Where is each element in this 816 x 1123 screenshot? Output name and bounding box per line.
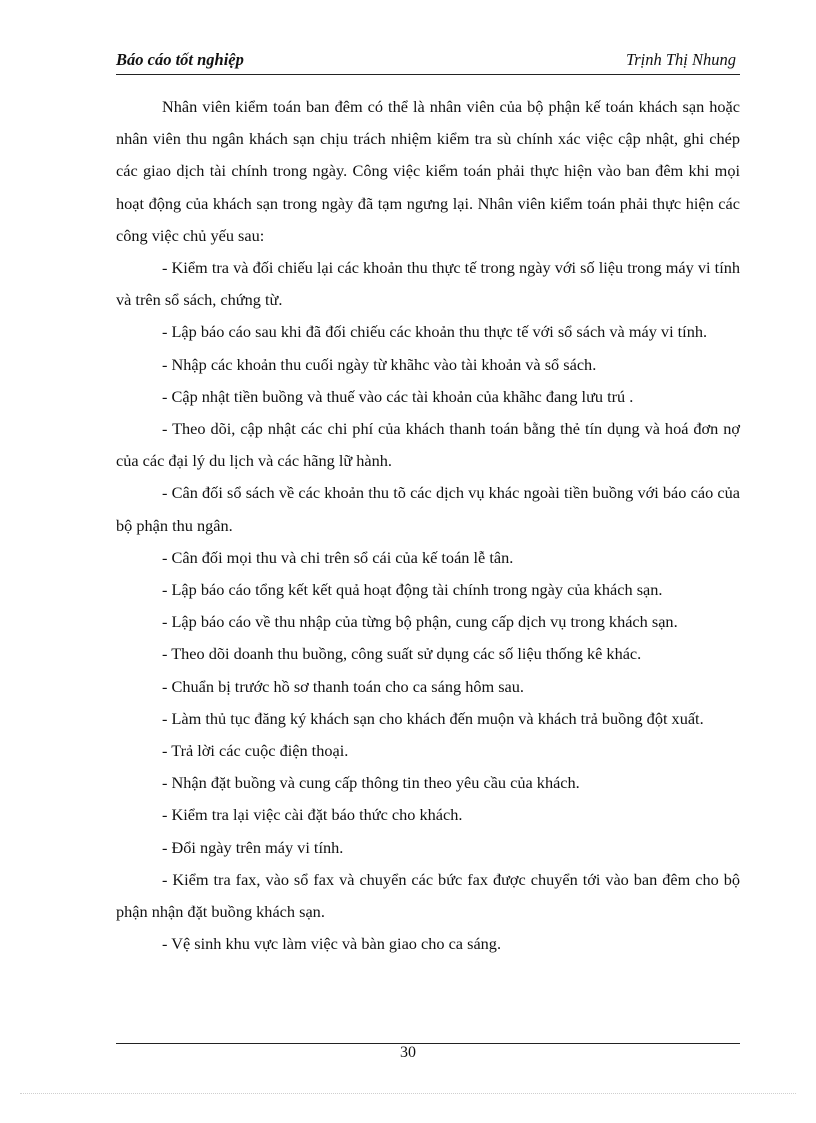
task-item: - Làm thủ tục đăng ký khách sạn cho khách đến muộn và khách trả buồng đột xuất. bbox=[162, 708, 704, 728]
page-header bbox=[116, 50, 740, 75]
task-item: - Theo dõi doanh thu buồng, công suất sử dụng các số liệu thống kê khác. bbox=[162, 644, 642, 664]
intro-paragraph: Nhân viên kiểm toán ban đêm có thể là nhân viên của bộ phận kế toán khách sạn hoặc nhân viên thu ngân khách sạn chịu trách nhiệm kiểm tra sù chính xác việc cập nhật, ghi chép các giao dịch tài chính trong ngày. Công việc kiểm toán phải thực hiện vào ban đêm khi mọi hoạt động của khách sạn trong ngày đã tạm ngưng lại. Nhân viên kiểm toán phải thực hiện các công việc chủ yếu sau: bbox=[116, 97, 740, 245]
task-item: - Cân đối mọi thu và chi trên sổ cái của kế toán lễ tân. bbox=[162, 547, 514, 567]
task-item: - Lập báo cáo sau khi đã đối chiếu các khoản thu thực tế với sổ sách và máy vi tính. bbox=[162, 322, 708, 342]
header-author: Trịnh Thị Nhung bbox=[625, 50, 736, 69]
page-number: 30 bbox=[400, 1044, 416, 1061]
task-item: - Lập báo cáo về thu nhập của từng bộ phận, cung cấp dịch vụ trong khách sạn. bbox=[162, 612, 678, 632]
task-item: - Cập nhật tiền buồng và thuế vào các tài khoản của khãhc đang lưu trú . bbox=[162, 386, 634, 406]
task-item: - Trả lời các cuộc điện thoại. bbox=[162, 741, 349, 761]
task-item: - Chuẩn bị trước hồ sơ thanh toán cho ca sáng hôm sau. bbox=[162, 676, 524, 696]
task-item: - Kiểm tra lại việc cài đặt báo thức cho khách. bbox=[162, 805, 463, 825]
task-item: - Kiểm tra fax, vào sổ fax và chuyển các bức fax được chuyển tới vào ban đêm cho bộ phận nhận đặt buồng khách sạn. bbox=[116, 869, 740, 922]
task-item: - Nhận đặt buồng và cung cấp thông tin theo yêu cầu của khách. bbox=[162, 773, 580, 793]
header-title: Báo cáo tốt nghiệp bbox=[116, 50, 244, 69]
task-item: - Cân đối sổ sách về các khoản thu tõ các dịch vụ khác ngoài tiền buồng với báo cáo của bộ phận thu ngân. bbox=[116, 483, 740, 535]
task-item: - Vệ sinh khu vực làm việc và bàn giao cho ca sáng. bbox=[162, 934, 502, 954]
task-item: - Nhập các khoản thu cuối ngày từ khãhc vào tài khoản và sổ sách. bbox=[162, 354, 597, 374]
page-body bbox=[116, 91, 740, 960]
page-bottom-border bbox=[20, 1093, 796, 1094]
task-item: - Theo dõi, cập nhật các chi phí của khách thanh toán bằng thẻ tín dụng và hoá đơn nợ của các đại lý du lịch và các hãng lữ hành. bbox=[116, 419, 740, 471]
task-item: - Kiểm tra và đối chiếu lại các khoản thu thực tế trong ngày với số liệu trong máy vi tính và trên sổ sách, chứng từ. bbox=[116, 258, 740, 310]
task-item: - Đổi ngày trên máy vi tính. bbox=[162, 837, 344, 857]
task-item: - Lập báo cáo tổng kết kết quả hoạt động tài chính trong ngày của khách sạn. bbox=[162, 580, 663, 600]
